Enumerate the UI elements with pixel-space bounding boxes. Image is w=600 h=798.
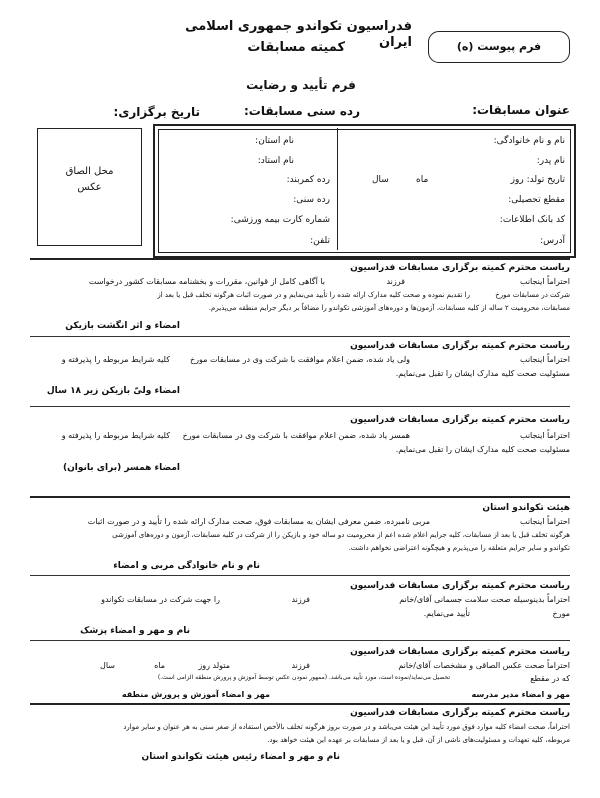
sec2-heading: ریاست محترم کمیته برگزاری مسابقات فدراسیون [350, 341, 570, 351]
sec1-line2-b: را تقدیم نموده و صحت کلیه مدارک ارائه شده را تأیید می‌نمایم و در صورت اثبات هرگونه تخلف قبل یا بعد از [157, 291, 470, 299]
sec6-line1-e: سال [100, 661, 115, 670]
info-table-inner [158, 129, 571, 253]
competition-title-label: عنوان مسابقات: [472, 103, 570, 117]
sec2-line1-a: احتراماً اینجانب [519, 355, 570, 364]
sec4-line2: هرگونه تخلف قبل یا بعد از مسابقات، کلیه جرایم اعلام شده اعم از محرومیت دو ساله خود و بازیکن را از شرکت در کلیه مسابقات، آزمون و دوره‌های آموزشی [112, 531, 570, 539]
sec6-heading: ریاست محترم کمیته برگزاری مسابقات فدراسیون [350, 647, 570, 657]
field-father[interactable]: نام پدر: [536, 156, 565, 166]
sec5-heading: ریاست محترم کمیته برگزاری مسابقات فدراسیون [350, 581, 570, 591]
sec1-line2-a: شرکت در مسابقات مورخ [495, 291, 570, 299]
federation-title: فدراسیون تکواندو جمهوری اسلامی ایران [185, 19, 412, 50]
photo-label-2: عکس [77, 182, 102, 193]
sec2-line2: مسئولیت صحت کلیه مدارک ایشان را تقبل می‌نمایم. [395, 369, 570, 378]
field-phone[interactable]: تلفن: [310, 236, 330, 246]
divider [30, 496, 570, 498]
sec1-line1-c: با آگاهی کامل از قوانین، مقررات و بخشنامه مسابقات کشور درخواست [88, 277, 325, 286]
sec3-heading: ریاست محترم کمیته برگزاری مسابقات فدراسیون [350, 415, 570, 425]
sec6-line1-c: متولد روز [198, 661, 230, 670]
sec6-line2-a: که در مقطع [530, 674, 570, 683]
field-bank-code[interactable]: کد بانک اطلاعات: [499, 215, 565, 225]
photo-label-1: محل الصاق [65, 166, 114, 177]
sec3-line1-c: کلیه شرایط مربوطه را پذیرفته و [61, 431, 170, 440]
field-education[interactable]: مقطع تحصیلی: [508, 195, 565, 205]
sec4-line3: تکواندو و سایر جرایم متعلقه را می‌پذیرم و هیچگونه اعتراضی نخواهم داشت. [348, 544, 570, 552]
sec1-signature: امضاء و اثر انگشت بازیکن [65, 321, 180, 331]
sec1-line3: مسابقات، محرومیت ۲ ساله از کلیه مسابقات، آزمون‌ها و دوره‌های آموزشی تکواندو را مضافاً بر دیگر جرایم منطقه می‌پذیرم. [208, 304, 570, 312]
committee-title: کمیته مسابقات [247, 40, 345, 55]
sec5-line2-b: تأیید می‌نمایم. [423, 609, 470, 618]
sec2-line1-c: کلیه شرایط مربوطه را پذیرفته و [61, 355, 170, 364]
divider [30, 336, 570, 337]
sec5-line2-a: مورخ [552, 609, 570, 618]
sec3-signature: امضاء همسر (برای بانوان) [62, 463, 180, 473]
sec4-heading: هیئت تکواندو استان [482, 503, 570, 513]
sec4-line1-b: مربی نامبرده، ضمن معرفی ایشان به مسابقات فوق، صحت مدارک ارائه شده را تأیید و در صورت اثبات [87, 517, 430, 526]
sec6-line1-a: احتراماً صحت عکس الصاقی و مشخصات آقای/خانم [398, 661, 570, 670]
divider [30, 575, 570, 576]
sec5-signature: نام و مهر و امضاء پزشک [80, 626, 190, 636]
field-belt[interactable]: رده کمربند: [286, 175, 330, 185]
sec5-line1-b: فرزند [291, 595, 310, 604]
field-province[interactable]: نام استان: [255, 136, 294, 146]
photo-box [37, 128, 142, 246]
sec7-signature: نام و مهر و امضاء رئیس هیئت تکواندو استان [141, 752, 340, 762]
sec2-line1-b: ولی یاد شده، ضمن اعلام موافقت با شرکت وی در مسابقات مورخ [190, 355, 410, 364]
form-tag-box [428, 31, 570, 63]
sec3-line2: مسئولیت صحت کلیه مدارک ایشان را تقبل می‌نمایم. [395, 445, 570, 454]
sec4-signature: نام و نام خانوادگی مربی و امضاء [113, 561, 260, 571]
form-tag-label: فرم پیوست (ه) [456, 40, 542, 53]
sec1-line1-b: فرزند [386, 277, 405, 286]
sec5-line1-a: احتراماً بدینوسیله صحت سلامت جسمانی آقای/خانم [399, 595, 570, 604]
info-table-divider [337, 128, 338, 250]
divider [30, 258, 570, 260]
field-name[interactable]: نام و نام خانوادگی: [493, 136, 565, 146]
field-birth-month: ماه [416, 175, 429, 185]
divider [30, 406, 570, 407]
field-insurance[interactable]: شماره کارت بیمه ورزشی: [230, 215, 330, 225]
sec6-line2-b: تحصیل می‌نماید/نموده است، مورد تأیید می‌باشد. (ممهور نمودن عکس توسط آموزش و پرورش منطقه الزامی است.) [157, 674, 450, 681]
field-birth-year: سال [372, 175, 389, 185]
field-birth-date[interactable]: تاریخ تولد: روز [510, 175, 565, 185]
sec2-signature: امضاء ولیّ بازیکن زیر ۱۸ سال [46, 386, 180, 396]
sec1-line1-a: احتراماً اینجانب [519, 277, 570, 286]
sec3-line1-b: همسر یاد شده، ضمن اعلام موافقت با شرکت وی در مسابقات مورخ [182, 431, 410, 440]
sec4-line1-a: احتراماً اینجانب [519, 517, 570, 526]
sec6-line1-b: فرزند [291, 661, 310, 670]
sec7-line2: مربوطه، کلیه تعهدات و مسئولیت‌های ناشی از آن، قبل و یا بعد از مسابقات بر عهده این هیئت خواهد بود. [267, 736, 570, 744]
divider [30, 703, 570, 705]
age-category-label: رده سنی مسابقات: [244, 104, 360, 118]
sec6-signature-right: مهر و امضاء مدیر مدرسه [471, 690, 570, 699]
divider [30, 640, 570, 641]
sec5-line1-c: را جهت شرکت در مسابقات تکواندو [101, 595, 220, 604]
sec1-heading: ریاست محترم کمیته برگزاری مسابقات فدراسیون [350, 263, 570, 273]
sec7-line1: احتراماً، صحت امضاء کلیه موارد فوق مورد تأیید این هیئت می‌باشد و در صورت بروز هرگونه تخلف بالأخص استفاده از صغر سنی به هر عنوان و سایر موارد [123, 723, 570, 731]
form-title: فرم تأیید و رضایت [246, 78, 356, 92]
date-label: تاریخ برگزاری: [113, 105, 200, 119]
sec7-heading: ریاست محترم کمیته برگزاری مسابقات فدراسیون [350, 708, 570, 718]
field-address[interactable]: آدرس: [540, 236, 565, 246]
sec6-line1-d: ماه [154, 661, 165, 670]
field-age-group[interactable]: رده سنی: [293, 195, 330, 205]
field-coach[interactable]: نام استاد: [257, 156, 294, 166]
sec6-signature-left: مهر و امضاء آموزش و پرورش منطقه [121, 690, 270, 699]
sec3-line1-a: احتراماً اینجانب [519, 431, 570, 440]
